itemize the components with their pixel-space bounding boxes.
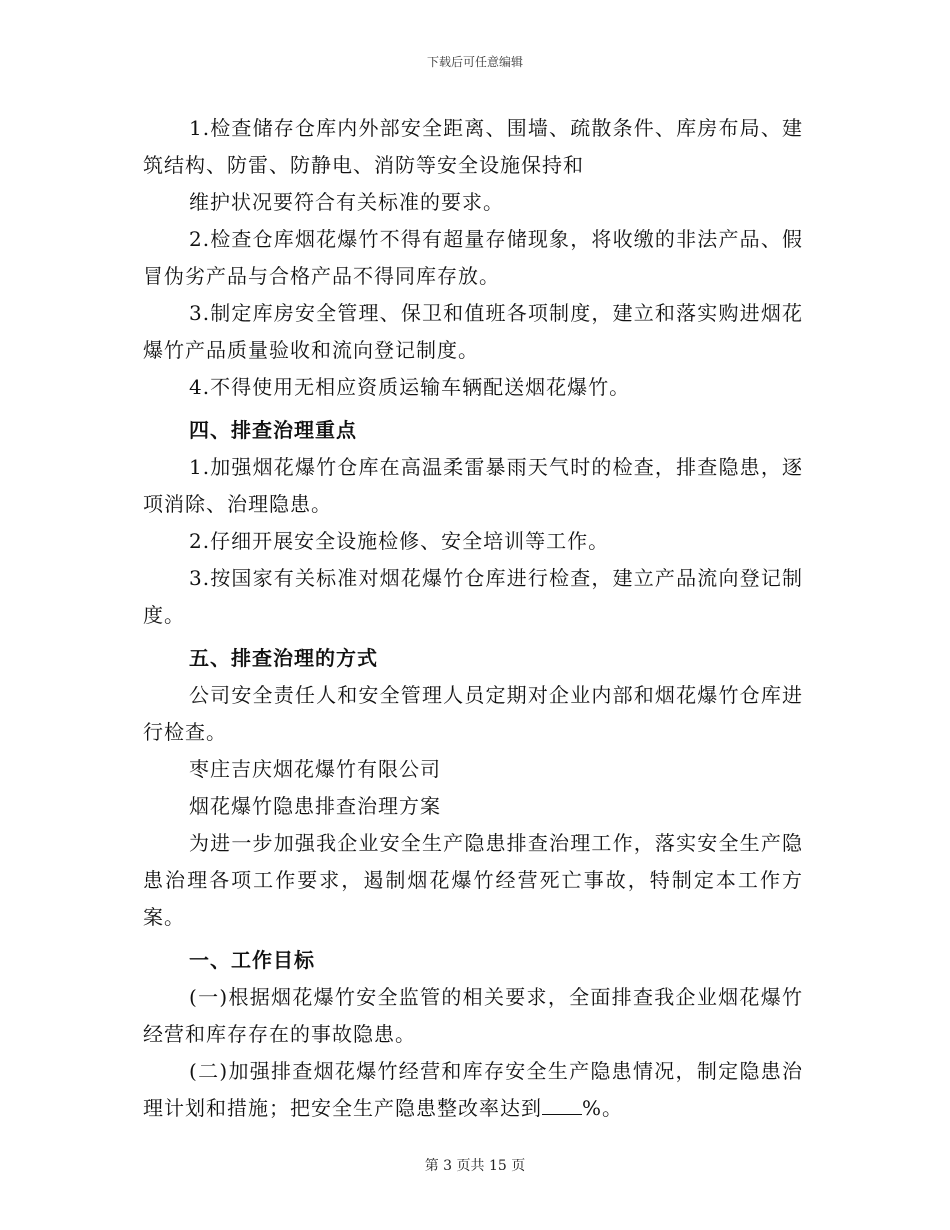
paragraph-method: 公司安全责任人和安全管理人员定期对企业内部和烟花爆竹仓库进行检查。 bbox=[143, 683, 803, 744]
page-footer: 第 3 页共 15 页 bbox=[424, 1158, 526, 1174]
paragraph-goal-2 bbox=[143, 1053, 803, 1127]
paragraph-transport: 4.不得使用无相应资质运输车辆配送烟花爆竹。 bbox=[189, 375, 631, 399]
goal-2-suffix: %。 bbox=[582, 1096, 624, 1120]
section-heading-4: 四、排查治理重点 bbox=[189, 418, 357, 442]
document-title: 烟花爆竹隐患排查治理方案 bbox=[189, 794, 441, 818]
paragraph-regulations: 3.制定库房安全管理、保卫和值班各项制度，建立和落实购进烟花爆竹产品质量验收和流向登记制度。 bbox=[143, 301, 803, 362]
company-name: 枣庄吉庆烟花爆竹有限公司 bbox=[189, 757, 441, 781]
goal-2-text: (二)加强排查烟花爆竹经营和库存安全生产隐患情况，制定隐患治理计划和措施；把安全生产隐患整改率达到 bbox=[143, 1059, 803, 1120]
page-header: 下载后可任意编辑 bbox=[426, 55, 523, 69]
section-heading-1: 一、工作目标 bbox=[189, 948, 315, 972]
document-body bbox=[143, 110, 803, 1127]
paragraph-maintenance-training: 2.仔细开展安全设施检修、安全培训等工作。 bbox=[189, 529, 610, 553]
paragraph-overstock: 2.检查仓库烟花爆竹不得有超量存储现象，将收缴的非法产品、假冒伪劣产品与合格产品不得同库存放。 bbox=[143, 227, 803, 288]
paragraph-weather-check: 1.加强烟花爆竹仓库在高温柔雷暴雨天气时的检查，排查隐患，逐项消除、治理隐患。 bbox=[143, 455, 803, 516]
paragraph-national-standard: 3.按国家有关标准对烟花爆竹仓库进行检查，建立产品流向登记制度。 bbox=[143, 566, 803, 627]
paragraph-maintenance: 维护状况要符合有关标准的要求。 bbox=[189, 190, 504, 214]
paragraph-intro: 为进一步加强我企业安全生产隐患排查治理工作，落实安全生产隐患治理各项工作要求，遏制烟花爆竹经营死亡事故，特制定本工作方案。 bbox=[143, 831, 803, 929]
paragraph-check-storage: 1.检查储存仓库内外部安全距离、围墙、疏散条件、库房布局、建筑结构、防雷、防静电、消防等安全设施保持和 bbox=[143, 116, 803, 177]
paragraph-goal-1: (一)根据烟花爆竹安全监管的相关要求，全面排查我企业烟花爆竹经营和库存存在的事故隐患。 bbox=[143, 985, 803, 1046]
section-heading-5: 五、排查治理的方式 bbox=[189, 646, 378, 670]
fill-in-blank bbox=[542, 1096, 582, 1115]
